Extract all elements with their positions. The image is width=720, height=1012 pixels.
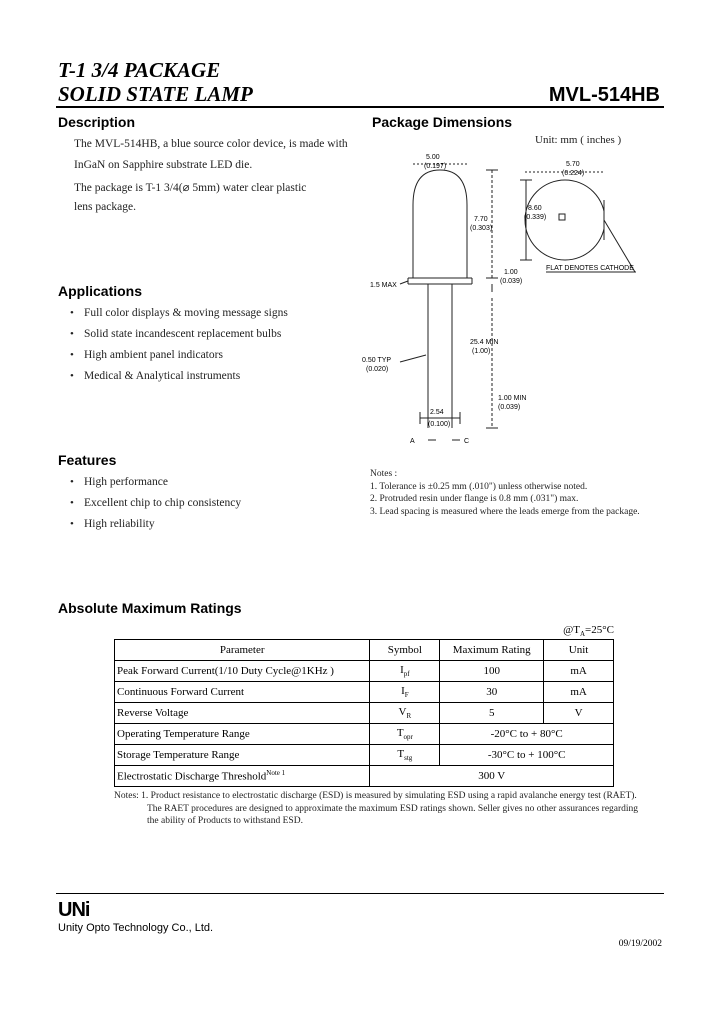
row-symbol <box>370 661 440 682</box>
anode-label: A <box>410 438 415 445</box>
cathode-label: C <box>464 438 470 445</box>
features-list <box>70 476 241 539</box>
dim-d4-in: (0.339) <box>524 214 547 221</box>
ratings-table <box>114 639 614 787</box>
dim-d3-in: (0.303) <box>470 225 493 232</box>
dim-d2: 5.70 <box>566 161 580 168</box>
row-param: Storage Temperature Range <box>115 745 370 766</box>
ratings-heading: Absolute Maximum Ratings <box>58 600 242 616</box>
dim-d2-in: (0.224) <box>562 170 585 177</box>
condition-tail: =25°C <box>585 624 614 636</box>
package-heading: Package Dimensions <box>372 114 513 130</box>
symbol-letter: I <box>401 684 405 697</box>
list-item: • Medical & Analytical instruments <box>70 370 288 391</box>
dim-d6: 25.4 MIN <box>470 339 499 346</box>
row-param: Peak Forward Current(1/10 Duty Cycle@1KHz ) <box>115 661 370 682</box>
row-unit: V <box>544 703 614 724</box>
list-item: • Excellent chip to chip consistency <box>70 497 241 518</box>
esd-param: Electrostatic Discharge Threshold <box>117 770 267 783</box>
row-param: Reverse Voltage <box>115 703 370 724</box>
table-row <box>115 703 614 724</box>
dim-d9: 2.54 <box>430 409 444 416</box>
condition-prefix: @T <box>563 624 580 636</box>
table-header-row <box>115 640 614 661</box>
package-drawing <box>360 150 660 460</box>
symbol-sub: stg <box>404 754 413 763</box>
footer-date: 09/19/2002 <box>618 939 662 949</box>
list-item: • High ambient panel indicators <box>70 349 288 370</box>
ratings-note-line-2: The RAET procedures are designed to approximate the maximum ESD ratings shown. Seller gives no other assurances regarding <box>147 803 639 814</box>
list-item: • Full color displays & moving message signs <box>70 307 288 328</box>
dim-d9-in: (0.100) <box>428 421 451 428</box>
header-rule <box>56 106 664 108</box>
col-unit: Unit <box>544 640 614 661</box>
symbol-sub: opr <box>403 733 413 742</box>
symbol-letter: I <box>400 663 404 676</box>
part-number: MVL-514HB <box>548 84 660 106</box>
dim-flange: 1.5 MAX <box>370 282 397 289</box>
note-3: 3. Lead spacing is measured where the leads emerge from the package. <box>370 506 640 517</box>
unit-label: Unit: mm ( inches ) <box>535 134 622 146</box>
dim-d3: 7.70 <box>474 216 488 223</box>
esd-rating: 300 V <box>370 766 614 787</box>
row-unit: mA <box>544 682 614 703</box>
dim-d1: 5.00 <box>426 154 440 161</box>
row-symbol <box>370 724 440 745</box>
features-heading: Features <box>58 452 117 468</box>
row-symbol <box>370 745 440 766</box>
flat-label: FLAT DENOTES CATHODE <box>546 265 634 272</box>
row-param: Continuous Forward Current <box>115 682 370 703</box>
table-row <box>115 661 614 682</box>
dim-d4: 8.60 <box>528 205 542 212</box>
symbol-sub: F <box>404 691 409 700</box>
table-row <box>115 724 614 745</box>
description-line-3: The package is T-1 3/4(⌀ 5mm) water clear plastic <box>74 182 307 194</box>
table-row <box>115 766 614 787</box>
header-title-line1: T-1 3/4 PACKAGE <box>58 58 221 82</box>
dim-d7: 0.50 TYP <box>362 357 392 364</box>
symbol-sub: pf <box>403 670 410 679</box>
row-rating: 30 <box>440 682 544 703</box>
header-title-line2: SOLID STATE LAMP <box>58 82 253 106</box>
dim-d5: 1.00 <box>504 269 518 276</box>
company-name: Unity Opto Technology Co., Ltd. <box>58 922 214 934</box>
dim-d8: 1.00 MIN <box>498 395 527 402</box>
ratings-condition <box>563 624 614 638</box>
table-row <box>115 745 614 766</box>
dim-d8-in: (0.039) <box>498 404 521 411</box>
note-2: 2. Protruded resin under flange is 0.8 mm (.031") max. <box>370 494 579 504</box>
description-line-4: lens package. <box>74 201 136 213</box>
row-symbol <box>370 682 440 703</box>
list-item: • Solid state incandescent replacement bulbs <box>70 328 288 349</box>
description-heading: Description <box>58 114 136 130</box>
row-rating: 100 <box>440 661 544 682</box>
description-line-1: The MVL-514HB, a blue source color device, is made with <box>74 138 348 150</box>
row-param <box>115 766 370 787</box>
col-rating: Maximum Rating <box>440 640 544 661</box>
ratings-note-line-1: Notes: 1. Product resistance to electrostatic discharge (ESD) is measured by simulating ESD using a rapid avalanche energy test (RAET). <box>114 791 637 801</box>
company-logo: UNi <box>58 899 90 921</box>
symbol-letter: V <box>398 705 407 718</box>
table-row <box>115 682 614 703</box>
dim-d6-in: (1.00) <box>472 348 491 355</box>
symbol-letter: T <box>397 747 405 760</box>
dim-d7-in: (0.020) <box>366 366 389 373</box>
col-parameter: Parameter <box>115 640 370 661</box>
row-unit: mA <box>544 661 614 682</box>
footer-rule <box>56 893 664 894</box>
row-rating: 5 <box>440 703 544 724</box>
esd-note-ref: Note 1 <box>266 769 286 778</box>
ratings-note-line-3: the ability of Products to withstand ESD. <box>147 816 303 826</box>
row-param: Operating Temperature Range <box>115 724 370 745</box>
note-1: 1. Tolerance is ±0.25 mm (.010") unless otherwise noted. <box>370 481 588 492</box>
dim-d1-in: (0.197) <box>424 163 447 170</box>
package-notes <box>370 468 640 518</box>
dim-d5-in: (0.039) <box>500 278 523 285</box>
row-symbol <box>370 703 440 724</box>
notes-heading: Notes : <box>370 469 398 479</box>
symbol-sub: R <box>406 712 412 721</box>
list-item: • High reliability <box>70 518 241 539</box>
applications-list <box>70 307 288 391</box>
applications-heading: Applications <box>58 283 143 299</box>
symbol-letter: T <box>396 726 404 739</box>
description-line-2: InGaN on Sapphire substrate LED die. <box>74 159 253 171</box>
row-rating: -30°C to + 100°C <box>440 745 614 766</box>
list-item: • High performance <box>70 476 241 497</box>
row-rating: -20°C to + 80°C <box>440 724 614 745</box>
ratings-notes <box>114 790 638 828</box>
col-symbol: Symbol <box>370 640 440 661</box>
led-dome <box>413 170 467 278</box>
condition-sub: A <box>579 630 586 639</box>
